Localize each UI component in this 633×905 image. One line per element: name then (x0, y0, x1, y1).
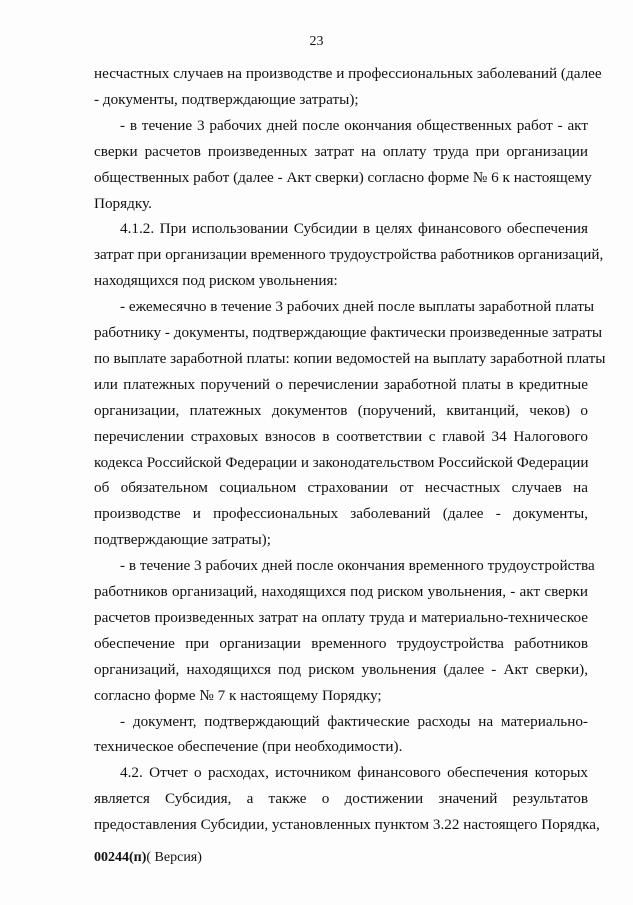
text-line: сверки расчетов произведенных затрат на оплату труда при организации (94, 142, 588, 160)
text-line: является Субсидия, а также о достижении значений результатов (94, 790, 588, 808)
text-line: предоставления Субсидии, установленных пунктом 3.22 настоящего Порядка, (94, 816, 600, 834)
text-line: работнику - документы, подтверждающие фактически произведенные затраты (94, 324, 603, 341)
document-version: ( Версия) (146, 850, 202, 865)
text-line: перечислении страховых взносов в соответствии с главой 34 Налогового (94, 427, 588, 445)
text-line: организации, платежных документов (поручений, квитанций, чеков) о (94, 401, 588, 419)
text-line: 4.2. Отчет о расходах, источником финансового обеспечения которых (120, 764, 588, 782)
text-line: расчетов произведенных затрат на оплату труда и материально-техническое (94, 608, 588, 626)
text-line: по выплате заработной платы: копии ведомостей на выплату заработной платы (94, 349, 606, 367)
text-line: 4.1.2. При использовании Субсидии в целях финансового обеспечения (120, 220, 588, 238)
text-line: - ежемесячно в течение 3 рабочих дней после выплаты заработной платы (120, 298, 595, 316)
text-line: подтверждающие затраты); (94, 531, 271, 549)
text-line: общественных работ (далее - Акт сверки) согласно форме № 6 к настоящему (94, 168, 592, 186)
text-line: техническое обеспечение (при необходимости). (94, 738, 403, 756)
text-line: обеспечение при организации временного трудоустройства работников (94, 634, 588, 652)
text-line: - документ, подтверждающий фактические расходы на материально- (120, 712, 588, 730)
document-footer (94, 850, 202, 866)
text-line: находящихся под риском увольнения: (94, 272, 338, 290)
text-line: затрат при организации временного трудоустройства работников организаций, (94, 246, 604, 264)
text-line: об обязательном социальном страховании от несчастных случаев на (94, 479, 588, 497)
text-line: - в течение 3 рабочих дней после окончания общественных работ - акт (120, 116, 588, 134)
text-line: несчастных случаев на производстве и профессиональных заболеваний (далее (94, 65, 602, 82)
text-line: согласно форме № 7 к настоящему Порядку; (94, 686, 382, 704)
text-line: - документы, подтверждающие затраты); (94, 90, 359, 108)
text-line: кодекса Российской Федерации и законодательством Российской Федерации (94, 453, 589, 471)
text-line: или платежных поручений о перечислении заработной платы в кредитные (94, 375, 588, 393)
text-line: Порядку. (94, 194, 152, 212)
text-line: работников организаций, находящихся под риском увольнения, - акт сверки (94, 583, 588, 600)
text-line: производстве и профессиональных заболеваний (далее - документы, (94, 505, 588, 523)
page-number: 23 (309, 34, 324, 49)
document-code: 00244(п) (94, 850, 147, 865)
text-line: организаций, находящихся под риском увольнения (далее - Акт сверки), (94, 660, 588, 678)
text-line: - в течение 3 рабочих дней после окончания временного трудоустройства (120, 557, 595, 575)
